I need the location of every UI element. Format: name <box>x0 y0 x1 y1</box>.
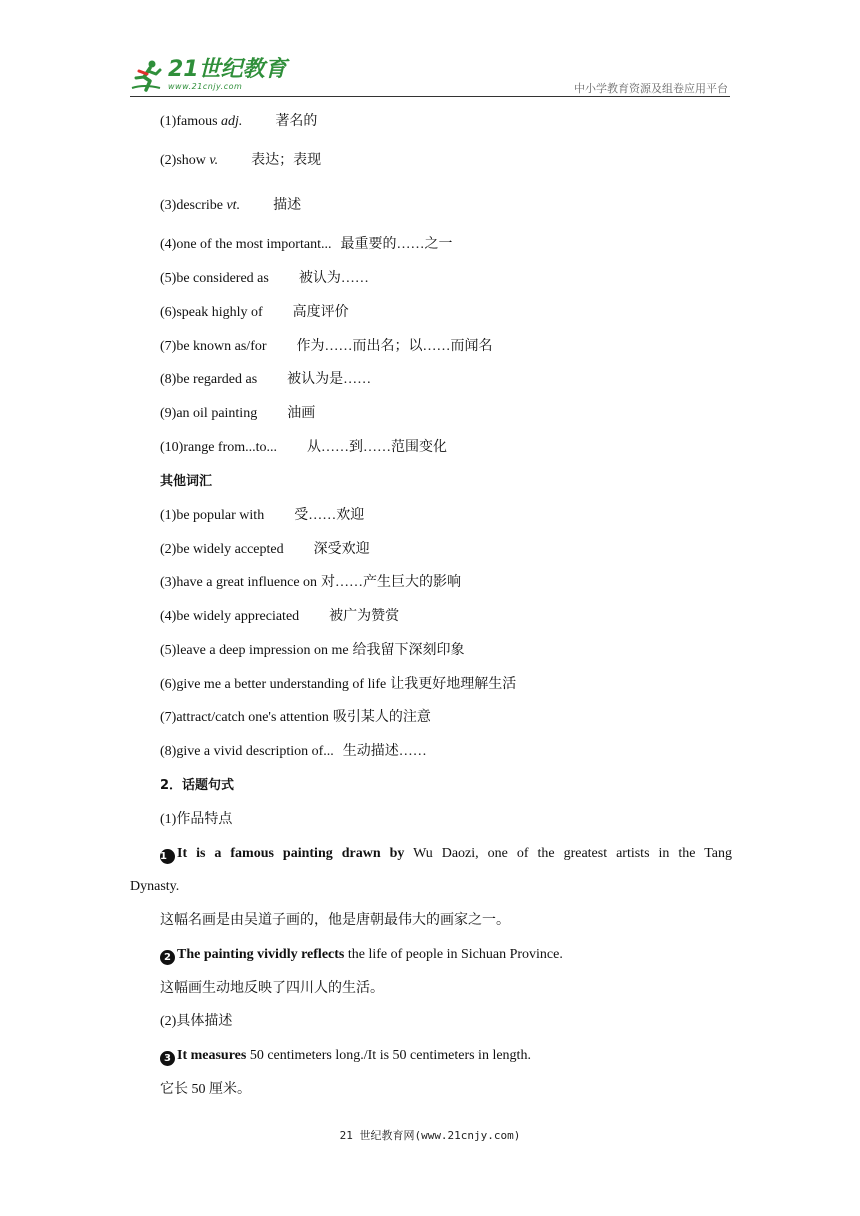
vocab-item: (5)be considered as 被认为…… <box>160 271 369 286</box>
page-header <box>130 56 730 96</box>
vocab-item: (2)be widely accepted 深受欢迎 <box>160 542 370 557</box>
header-divider <box>130 96 730 97</box>
subsection-heading: (2)具体描述 <box>160 1014 233 1029</box>
number-badge: 1 <box>160 849 175 864</box>
page-footer: 21 世纪教育网(www.21cnjy.com) <box>339 1129 521 1142</box>
translation: 这幅名画是由吴道子画的，他是唐朝最伟大的画家之一。 <box>160 913 510 928</box>
site-logo[interactable] <box>130 58 287 94</box>
vocab-item: (2)show v. 表达；表现 <box>160 153 322 168</box>
example-sentence: 1 It is a famous painting drawn by Wu Daozi, one of the greatest artists in the Tang <box>160 846 732 862</box>
vocab-item: (5)leave a deep impression on me 给我留下深刻印象 <box>160 643 465 658</box>
vocab-item: (7)be known as/for 作为……而出名；以……而闻名 <box>160 339 493 354</box>
logo-url: www.21cnjy.com <box>168 82 243 91</box>
example-sentence-continued: Dynasty. <box>130 879 180 894</box>
platform-tagline: 中小学教育资源及组卷应用平台 <box>574 82 728 95</box>
example-sentence: 3 It measures 50 centimeters long./It is 50 centimeters in length. <box>160 1046 531 1066</box>
example-sentence: 2 The painting vividly reflects the life of people in Sichuan Province. <box>160 945 563 965</box>
vocab-item: (3)have a great influence on 对……产生巨大的影响 <box>160 575 462 590</box>
translation: 这幅画生动地反映了四川人的生活。 <box>160 981 384 996</box>
logo-title: 21世纪教育 <box>168 57 287 82</box>
vocab-item: (8)be regarded as 被认为是…… <box>160 372 372 387</box>
vocab-item: (1)famous adj. 著名的 <box>160 114 318 129</box>
vocab-item: (6)give me a better understanding of life 让我更好地理解生活 <box>160 677 517 692</box>
runner-icon <box>130 58 166 94</box>
vocab-item: (10)range from...to... 从……到……范围变化 <box>160 440 448 455</box>
translation: 它长 50 厘米。 <box>160 1082 251 1097</box>
subsection-heading: (1)作品特点 <box>160 812 233 827</box>
section-heading-other-vocab: 其他词汇 <box>160 474 213 489</box>
number-badge: 2 <box>160 950 175 965</box>
vocab-item: (6)speak highly of 高度评价 <box>160 305 349 320</box>
vocab-item: (9)an oil painting 油画 <box>160 406 316 421</box>
vocab-item: (3)describe vt. 描述 <box>160 198 302 213</box>
number-badge: 3 <box>160 1051 175 1066</box>
vocab-item: (4)one of the most important... 最重要的……之一 <box>160 237 453 252</box>
vocab-item: (1)be popular with 受……欢迎 <box>160 508 365 523</box>
vocab-item: (8)give a vivid description of... 生动描述…… <box>160 744 427 759</box>
section-heading-topic-sentences: 2．话题句式 <box>160 778 235 793</box>
vocab-item: (7)attract/catch one's attention 吸引某人的注意 <box>160 710 431 725</box>
vocab-item: (4)be widely appreciated 被广为赞赏 <box>160 609 400 624</box>
